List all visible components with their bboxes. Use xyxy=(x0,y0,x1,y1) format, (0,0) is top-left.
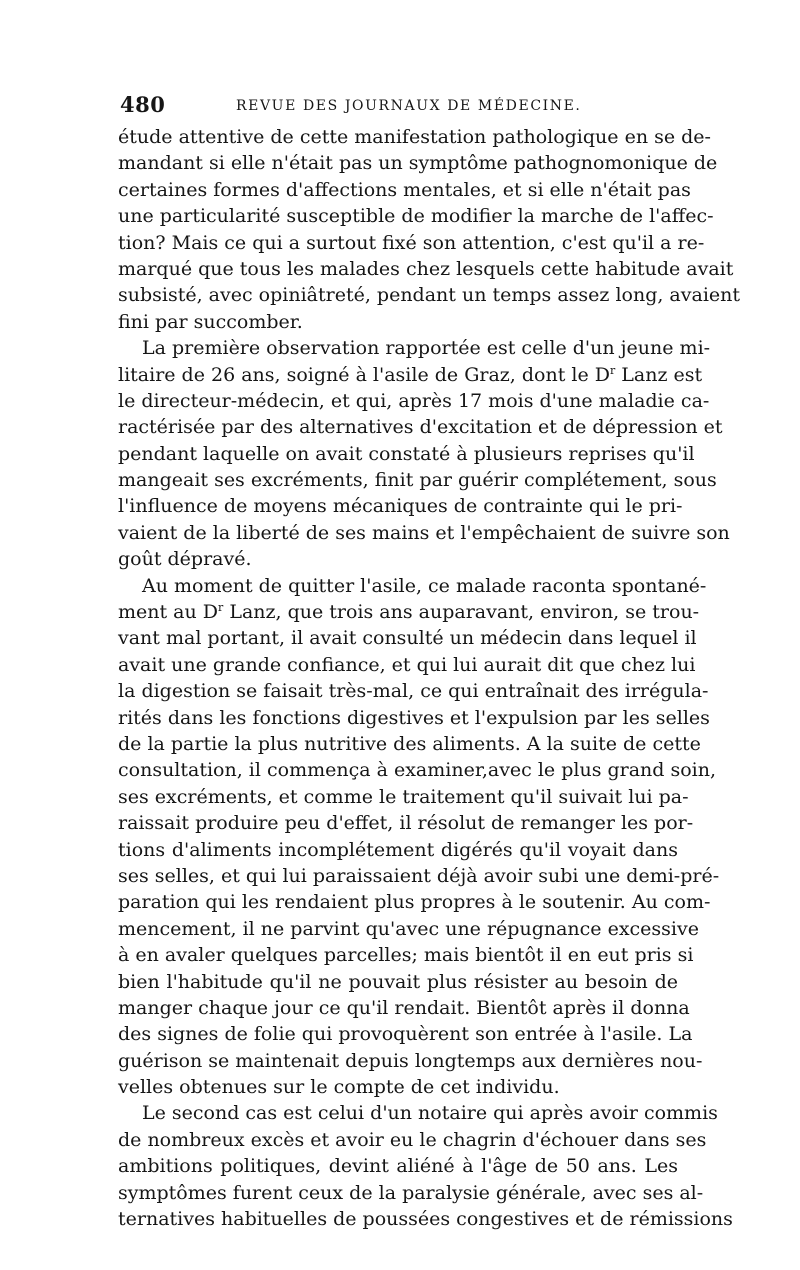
text-line: consultation, il commença à examiner,avec le plus grand soin, xyxy=(118,759,717,782)
text-line: subsisté, avec opiniâtreté, pendant un temps assez long, avaient xyxy=(118,284,741,307)
body-text xyxy=(118,124,741,1232)
text-line: manger chaque jour ce qu'il rendait. Bientôt après il donna xyxy=(118,996,690,1019)
text-line: fini par succomber. xyxy=(118,310,303,333)
text-line xyxy=(118,362,703,388)
text-line: ses selles, et qui lui paraissaient déjà avoir subi une demi-pré- xyxy=(118,864,720,887)
page-number: 480 xyxy=(120,92,166,117)
text-line: symptômes furent ceux de la paralysie générale, avec ses al- xyxy=(118,1181,704,1204)
text-line: ternatives habituelles de poussées congestives et de rémissions xyxy=(118,1208,733,1231)
text-line: rités dans les fonctions digestives et l'expulsion par les selles xyxy=(118,706,710,729)
text-line: la digestion se faisait très-mal, ce qui entraînait des irrégula- xyxy=(118,680,709,703)
line-text: Lanz est xyxy=(615,363,703,386)
text-line: paration qui les rendaient plus propres à le soutenir. Au com- xyxy=(118,891,711,914)
text-line: vaient de la liberté de ses mains et l'empêchaient de suivre son xyxy=(118,521,730,544)
text-line: bien l'habitude qu'il ne pouvait plus résister au besoin de xyxy=(118,970,678,993)
text-line: étude attentive de cette manifestation pathologique en se de- xyxy=(118,126,711,148)
text-line: pendant laquelle on avait constaté à plusieurs reprises qu'il xyxy=(118,442,695,465)
text-line: tion? Mais ce qui a surtout fixé son attention, c'est qu'il a re- xyxy=(118,231,705,254)
text-line: mangeait ses excréments, finit par guérir complétement, sous xyxy=(118,469,717,492)
text-line: le directeur-médecin, et qui, après 17 mois d'une maladie ca- xyxy=(118,389,710,412)
text-line: marqué que tous les malades chez lesquels cette habitude avait xyxy=(118,257,734,280)
text-line: de la partie la plus nutritive des aliments. A la suite de cette xyxy=(118,732,701,755)
superscript: r xyxy=(609,363,616,377)
page-header xyxy=(120,92,680,118)
text-line: à en avaler quelques parcelles; mais bientôt il en eut pris si xyxy=(118,944,694,967)
text-line: mandant si elle n'était pas un symptôme pathognomonique de xyxy=(118,152,718,175)
text-line: Le second cas est celui d'un notaire qui après avoir commis xyxy=(142,1102,718,1125)
text-line: certaines formes d'affections mentales, et si elle n'était pas xyxy=(118,178,691,201)
text-line xyxy=(118,599,700,625)
text-line: l'influence de moyens mécaniques de contrainte qui le pri- xyxy=(118,495,683,518)
text-line: mencement, il ne parvint qu'avec une répugnance excessive xyxy=(118,917,699,940)
text-line: ses excréments, et comme le traitement qu'il suivait lui pa- xyxy=(118,785,689,808)
text-line: une particularité susceptible de modifier la marche de l'affec- xyxy=(118,205,714,228)
text-line: tions d'aliments incomplétement digérés qu'il voyait dans xyxy=(118,838,678,861)
text-line: velles obtenues sur le compte de cet individu. xyxy=(118,1076,560,1099)
text-line: ractérisée par des alternatives d'excitation et de dépression et xyxy=(118,416,723,439)
text-line: ambitions politiques, devint aliéné à l'âge de 50 ans. Les xyxy=(118,1155,678,1178)
text-line: de nombreux excès et avoir eu le chagrin d'échouer dans ses xyxy=(118,1128,707,1151)
text-line: raissait produire peu d'effet, il résolut de remanger les por- xyxy=(118,812,694,835)
text-line: avait une grande confiance, et qui lui aurait dit que chez lui xyxy=(118,653,696,676)
running-head: REVUE DES JOURNAUX DE MÉDECINE. xyxy=(236,98,582,114)
line-text: litaire de 26 ans, soigné à l'asile de Graz, dont le D xyxy=(118,363,610,386)
line-text: Lanz, que trois ans auparavant, environ, se trou- xyxy=(223,601,700,624)
text-line: La première observation rapportée est celle d'un jeune mi- xyxy=(142,337,711,360)
text-line: vant mal portant, il avait consulté un médecin dans lequel il xyxy=(118,627,697,650)
superscript: r xyxy=(218,601,224,615)
text-line: des signes de folie qui provoquèrent son entrée à l'asile. La xyxy=(118,1023,693,1046)
line-text: ment au D xyxy=(118,601,219,624)
text-line: guérison se maintenait depuis longtemps aux dernières nou- xyxy=(118,1049,703,1072)
text-line: Au moment de quitter l'asile, ce malade raconta spontané- xyxy=(142,574,707,597)
text-line: goût dépravé. xyxy=(118,548,252,571)
